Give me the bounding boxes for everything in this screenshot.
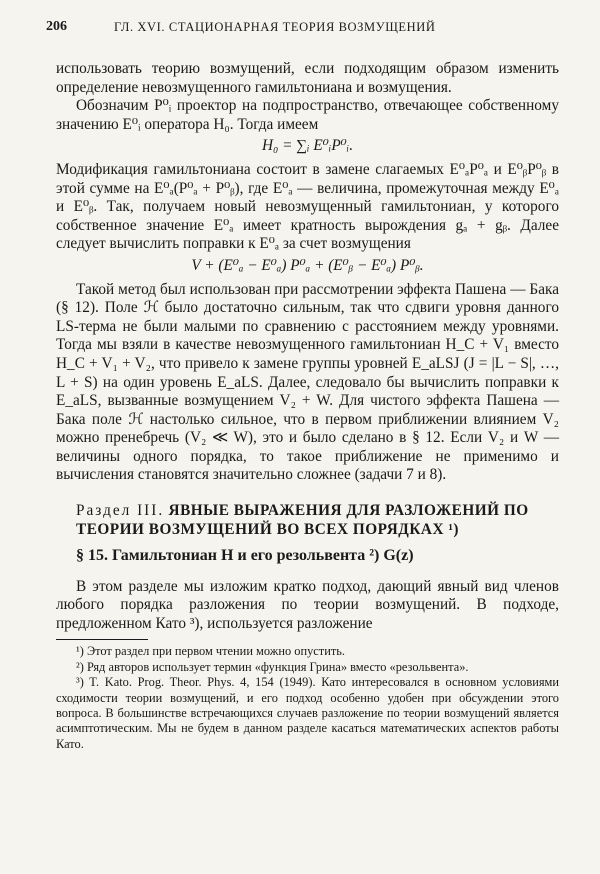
page-header bbox=[46, 19, 556, 39]
main-text bbox=[56, 60, 559, 752]
page-number: 206 bbox=[46, 19, 67, 34]
paragraph-projector: Обозначим P⁰ᵢ проектор на подпространство, отвечающее собственному значению E⁰ᵢ оператора H₀. Тогда имеем bbox=[56, 97, 559, 133]
paragraph-paschen-back: Такой метод был использован при рассмотрении эффекта Пашена — Бака (§ 12). Поле ℋ было достаточно сильным, так что сдвиги уровня данного LS-терма не были малыми по сравнению с расстоянием между уровнями. Тогда мы взяли в качестве невозмущенного гамильтониан H_C + V₁ вместо H_C + V₁ + V₂, что привело к замене группы уровней E_aLSJ (J = |L − S|, …, L + S) на один уровень E_aLS. Далее, следовало бы вычислить поправки к E_aLS, вызванные возмущением V₂ + W. Для чистого эффекта Пашена — Бака поле ℋ настолько сильное, что в первом приближении влиянием V₂ можно пренебречь (V₂ ≪ W), это и было сделано в § 12. Если V₂ и W — величины одного порядка, то такое приближение не применимо и вычисления становятся значительно сложнее (задачи 7 и 8). bbox=[56, 280, 559, 484]
footnote-divider bbox=[56, 639, 148, 640]
section-label: Раздел III. bbox=[76, 502, 165, 520]
paragraph-continuation: использовать теорию возмущений, если подходящим образом изменить определение невозмущенного гамильтониана и возмущения. bbox=[56, 60, 559, 96]
section-title: ЯВНЫЕ ВЫРАЖЕНИЯ ДЛЯ РАЗЛОЖЕНИЙ ПО ТЕОРИИ ВОЗМУЩЕНИЙ ВО ВСЕХ ПОРЯДКАХ ¹) bbox=[76, 502, 529, 539]
running-title: ГЛ. XVI. СТАЦИОНАРНАЯ ТЕОРИЯ ВОЗМУЩЕНИЙ bbox=[114, 20, 436, 34]
footnote-1: ¹) Этот раздел при первом чтении можно опустить. bbox=[76, 644, 345, 659]
paragraph-heading: § 15. Гамильтониан H и его резольвента ²) G(z) bbox=[76, 547, 414, 565]
footnote-3: ³) T. Kato. Prog. Theor. Phys. 4, 154 (1949). Като интересовался в основном условиями сходимости теории возмущений, и его подход особенно удобен при обсуждении этого вопроса. В большинстве встречающихся случаев разложение по теории возмущений является асимптотическим. Мы не будем в данном разделе касаться математических аспектов работы Като. bbox=[56, 675, 559, 751]
paragraph-kato: В этом разделе мы изложим кратко подход, дающий явный вид членов любого порядка разложения по теории возмущений. В подходе, предложенном Като ³), используется разложение bbox=[56, 577, 559, 632]
formula-hamiltonian-sum: H₀ = ∑ᵢ E⁰ᵢP⁰ᵢ. bbox=[261, 137, 354, 155]
section-heading bbox=[56, 501, 559, 539]
formula-perturbation: V + (E⁰ₐ − E⁰ₐ) P⁰ₐ + (E⁰ᵦ − E⁰ₐ) P⁰ᵦ. bbox=[191, 256, 424, 274]
footnotes bbox=[56, 644, 559, 752]
footnote-2: ²) Ряд авторов использует термин «функция Грина» вместо «резольвента». bbox=[76, 659, 469, 674]
paragraph-modification: Модификация гамильтониана состоит в замене слагаемых E⁰ₐP⁰ₐ и E⁰ᵦP⁰ᵦ в этой сумме на E⁰ₐ(P⁰ₐ + P⁰ᵦ), где E⁰ₐ — величина, промежуточная между E⁰ₐ и E⁰ᵦ. Так, получаем новый невозмущенный гамильтониан, у которого собственное значение E⁰ₐ имеет кратность вырождения gₐ + gᵦ. Далее следует вычислить поправки к E⁰ₐ за счет возмущения bbox=[56, 160, 559, 253]
